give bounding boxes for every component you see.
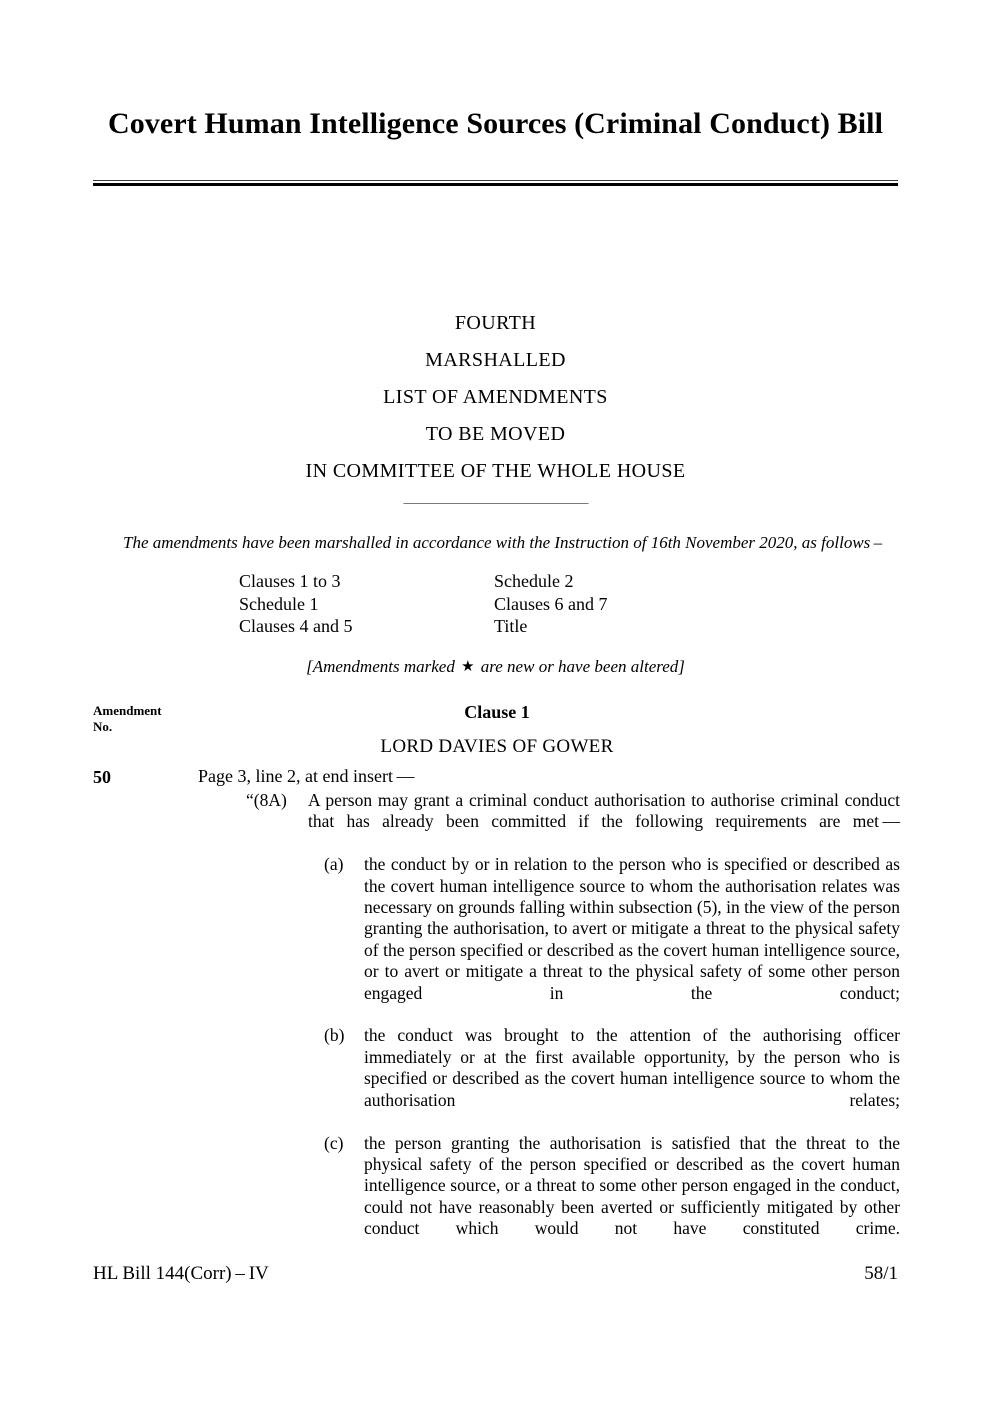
list-item: Schedule 1: [239, 593, 319, 614]
quoted-paragraph: [246, 790, 900, 854]
list-item: Title: [494, 616, 528, 636]
subparagraph-text: the conduct was brought to the attention of the authorising officer immediately or at the first available opportunity, by the person who is specified or described as the covert human intelligence source to whom the authorisation relates;: [364, 1025, 900, 1110]
star-note-prefix: [Amendments marked: [306, 657, 455, 676]
heading-line-3: LIST OF AMENDMENTS: [383, 386, 608, 408]
amendment-no-column-label: [93, 703, 213, 735]
heading-line-4: TO BE MOVED: [425, 423, 566, 445]
clause-heading: Clause 1: [464, 702, 530, 722]
amendment-no-label-line2: No.: [93, 719, 113, 734]
quoted-subparagraph: [324, 854, 900, 1025]
paragraph-marker: “(8A): [246, 790, 287, 810]
subparagraph-marker: (a): [324, 854, 344, 875]
star-legend-note: [93, 656, 898, 678]
amendment-no-label-line1: Amendment: [93, 703, 162, 718]
subparagraph-marker: (b): [324, 1025, 345, 1046]
amendment-number: 50: [93, 767, 111, 787]
subparagraph-marker: (c): [324, 1132, 344, 1153]
page-footer: [93, 1262, 898, 1286]
heading-stack: [93, 305, 898, 490]
section-divider-rule: [403, 503, 588, 504]
footer-bill-reference: HL Bill 144(Corr) – IV: [93, 1263, 269, 1284]
amendment-lead-text: Page 3, line 2, at end insert —: [198, 766, 415, 786]
heading-line-1: FOURTH: [454, 312, 537, 334]
clause-order-right-column: [494, 570, 749, 638]
list-item: Clauses 6 and 7: [494, 593, 608, 614]
marshalling-instruction: The amendments have been marshalled in accordance with the Instruction of 16th November 2020, as follows –: [123, 533, 883, 552]
clause-order-left-column: [239, 570, 494, 638]
paragraph-text: A person may grant a criminal conduct authorisation to authorise criminal conduct that has already been committed if the following requirements are met —: [308, 790, 900, 832]
heading-line-5: IN COMMITTEE OF THE WHOLE HOUSE: [305, 460, 686, 482]
star-note-suffix: are new or have been altered]: [480, 657, 685, 676]
page-title: Covert Human Intelligence Sources (Criminal Conduct) Bill: [107, 107, 884, 140]
clause-order-list: [239, 570, 759, 638]
star-icon: ★: [461, 659, 475, 675]
title-double-rule: [93, 180, 898, 186]
quoted-subparagraph-list: [246, 854, 900, 1261]
subparagraph-text: the conduct by or in relation to the person who is specified or described as the covert human intelligence source to whom the authorisation relates was necessary on grounds falling within subsection (5), in the view of the person granting the authorisation, to avert or mitigate a threat to the physical safety of the person specified or described as the covert human intelligence source, or to avert or mitigate a threat to the physical safety of some other person engaged in the conduct;: [364, 854, 900, 1003]
quoted-subparagraph: [324, 1133, 900, 1261]
list-item: Clauses 1 to 3: [239, 571, 341, 591]
amendment-sponsor: LORD DAVIES OF GOWER: [380, 736, 614, 757]
footer-page-number: 58/1: [864, 1263, 898, 1284]
list-item: Schedule 2: [494, 571, 574, 591]
amendment-quoted-text: [246, 790, 900, 1261]
subparagraph-text: the person granting the authorisation is satisfied that the threat to the physical safety of the person specified or described as the covert human intelligence source, or a threat to some other person engaged in the conduct, could not have reasonably been averted or sufficiently mitigated by other conduct which would not have constituted crime.: [364, 1132, 900, 1239]
quoted-subparagraph: [324, 1025, 900, 1132]
list-item: Clauses 4 and 5: [239, 616, 353, 636]
heading-line-2: MARSHALLED: [425, 349, 566, 371]
